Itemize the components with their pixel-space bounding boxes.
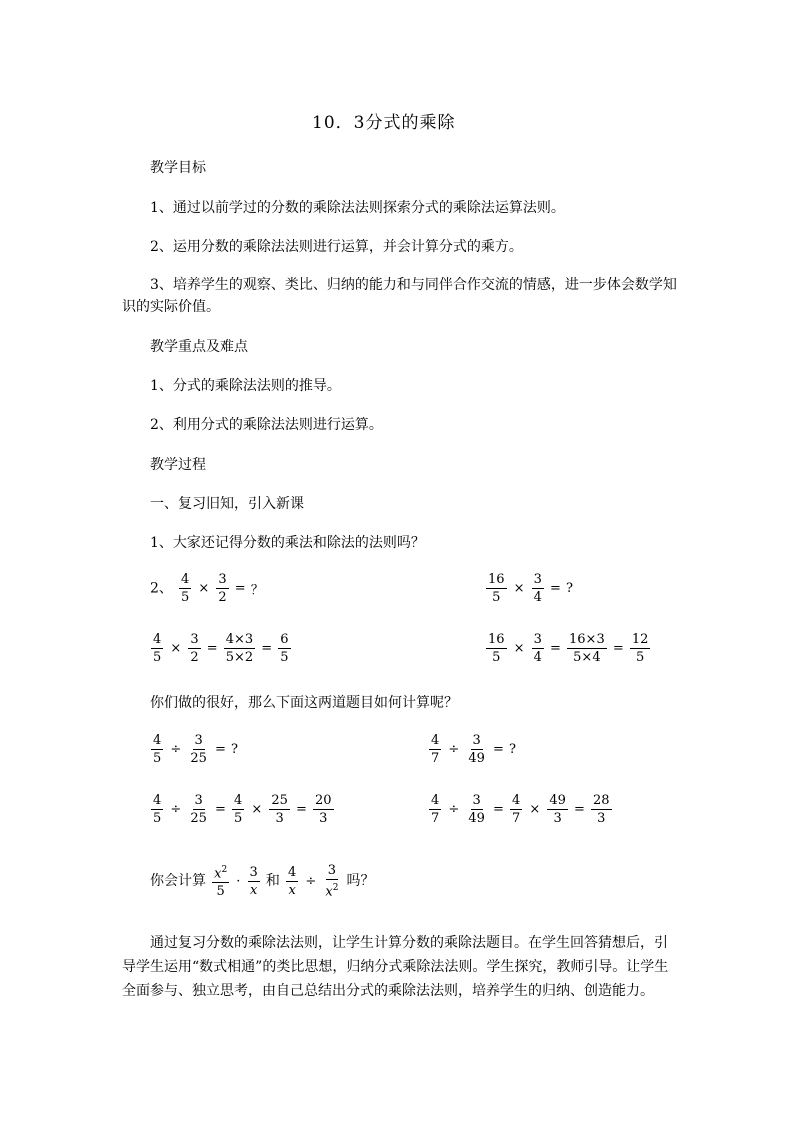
question-2-prefix: 2、 bbox=[150, 580, 173, 597]
question-2-right bbox=[485, 572, 573, 605]
fraction: $\frac{4}{5}$ bbox=[181, 572, 190, 605]
fraction: $\frac{4}{x}$ bbox=[287, 864, 297, 898]
times-sign: × bbox=[529, 802, 541, 817]
fraction: $\frac{3}{2}$ bbox=[218, 572, 227, 605]
equals-sign: = bbox=[215, 802, 226, 817]
question-mark: ？ bbox=[250, 583, 264, 598]
equals-sign: = bbox=[215, 742, 226, 757]
question-mark: ? bbox=[231, 742, 238, 757]
fraction: $\frac{12}{5}$ bbox=[631, 632, 649, 665]
fraction: $\frac{28}{3}$ bbox=[593, 793, 610, 826]
equals-sign: = bbox=[206, 641, 218, 656]
objective-item-2: 2、运用分数的乘除法法则进行运算，并会计算分式的乘方。 bbox=[150, 239, 523, 255]
objective-item-1: 1、通过以前学过的分数的乘除法法则探索分式的乘除法运算法则。 bbox=[150, 200, 565, 216]
objective-item-3: 3、培养学生的观察、类比、归纳的能力和与同伴合作交流的情感，进一步体会数学知识的实际价值。 bbox=[122, 277, 677, 315]
times-sign: × bbox=[513, 641, 525, 656]
divide-sign: ÷ bbox=[170, 802, 182, 817]
divide-sign: ÷ bbox=[170, 742, 182, 757]
times-sign: × bbox=[513, 581, 525, 596]
fraction: $\frac{16}{5}$ bbox=[488, 632, 505, 665]
question-3: 你们做的很好，那么下面这两道题目如何计算呢？ bbox=[150, 695, 458, 711]
question-4-connector: 和 bbox=[265, 873, 280, 890]
fraction: $\frac{3}{4}$ bbox=[533, 632, 542, 665]
objectives-heading: 教学目标 bbox=[150, 160, 206, 176]
fraction: $\frac{49}{3}$ bbox=[549, 793, 566, 826]
fraction: $\frac{16\times 3}{5\times 4}$ bbox=[569, 632, 605, 665]
fraction: $\frac{x^2}{5}$ bbox=[214, 865, 228, 900]
equals-sign: = bbox=[550, 641, 561, 656]
fraction: $\frac{4}{5}$ bbox=[153, 733, 162, 766]
equals-sign: = bbox=[493, 802, 504, 817]
fraction: $\frac{4}{7}$ bbox=[512, 793, 521, 826]
equals-sign: = bbox=[234, 581, 246, 596]
division-question-right bbox=[428, 733, 516, 766]
question-mark: ? bbox=[509, 742, 516, 757]
divide-sign: ÷ bbox=[305, 873, 317, 889]
fraction: $\frac{3}{2}$ bbox=[190, 632, 199, 665]
equals-sign: = bbox=[261, 641, 273, 656]
equals-sign: = bbox=[493, 742, 504, 757]
fraction: $\frac{16}{5}$ bbox=[488, 572, 505, 605]
question-mark: ? bbox=[566, 581, 573, 596]
equals-sign: = bbox=[296, 802, 307, 817]
fraction: $\frac{3}{25}$ bbox=[190, 733, 207, 766]
section-review-heading: 一、复习旧知，引入新课 bbox=[150, 496, 304, 512]
fraction: $\frac{3}{x}$ bbox=[249, 864, 258, 898]
fraction: $\frac{3}{49}$ bbox=[468, 793, 485, 826]
question-4-suffix: 吗？ bbox=[346, 873, 375, 890]
fraction: $\frac{3}{4}$ bbox=[533, 572, 542, 605]
times-sign: × bbox=[198, 581, 210, 596]
times-sign: × bbox=[251, 802, 263, 817]
process-heading: 教学过程 bbox=[150, 457, 206, 473]
equals-sign: = bbox=[574, 802, 585, 817]
fraction: $\frac{3}{x^2}$ bbox=[325, 863, 339, 900]
divide-sign: ÷ bbox=[448, 802, 460, 817]
dot-operator: · bbox=[236, 873, 241, 889]
divide-sign: ÷ bbox=[448, 742, 460, 757]
question-4 bbox=[150, 863, 375, 899]
division-answer-right bbox=[428, 793, 613, 826]
division-answer-left bbox=[150, 793, 335, 826]
equals-sign: = bbox=[612, 641, 624, 656]
fraction: $\frac{4}{5}$ bbox=[153, 632, 162, 665]
answer-2-right bbox=[485, 632, 651, 665]
question-4-prefix: 你会计算 bbox=[150, 873, 206, 890]
fraction: $\frac{4}{7}$ bbox=[431, 733, 440, 766]
fraction: $\frac{4}{5}$ bbox=[234, 793, 243, 826]
fraction: $\frac{3}{25}$ bbox=[190, 793, 207, 826]
fraction: $\frac{4\times 3}{5\times 2}$ bbox=[225, 632, 254, 665]
key-point-item-1: 1、分式的乘除法法则的推导。 bbox=[150, 378, 341, 394]
division-question-left bbox=[150, 733, 238, 766]
question-2-left bbox=[150, 572, 264, 605]
key-points-heading: 教学重点及难点 bbox=[150, 339, 248, 355]
page-title: 10．3分式的乘除 bbox=[312, 113, 456, 133]
summary-paragraph: 通过复习分数的乘除法法则，让学生计算分数的乘除法题目。在学生回答猜想后，引导学生运用“数式相通”的类比思想，归纳分式乘除法法则。学生探究，教师引导。让学生全面参与、独立思考，由自己总结出分式的乘除法法则，培养学生的归纳、创造能力。 bbox=[122, 935, 669, 999]
fraction: $\frac{4}{5}$ bbox=[153, 793, 162, 826]
question-1: 1、大家还记得分数的乘法和除法的法则吗？ bbox=[150, 535, 425, 551]
fraction: $\frac{20}{3}$ bbox=[315, 793, 332, 826]
equals-sign: = bbox=[550, 581, 561, 596]
fraction: $\frac{4}{7}$ bbox=[431, 793, 440, 826]
fraction: $\frac{3}{49}$ bbox=[468, 733, 485, 766]
fraction: $\frac{6}{5}$ bbox=[280, 632, 289, 665]
key-point-item-2: 2、利用分式的乘除法法则进行运算。 bbox=[150, 417, 383, 433]
answer-2-left bbox=[150, 632, 292, 665]
times-sign: × bbox=[170, 641, 182, 656]
fraction: $\frac{25}{3}$ bbox=[271, 793, 288, 826]
